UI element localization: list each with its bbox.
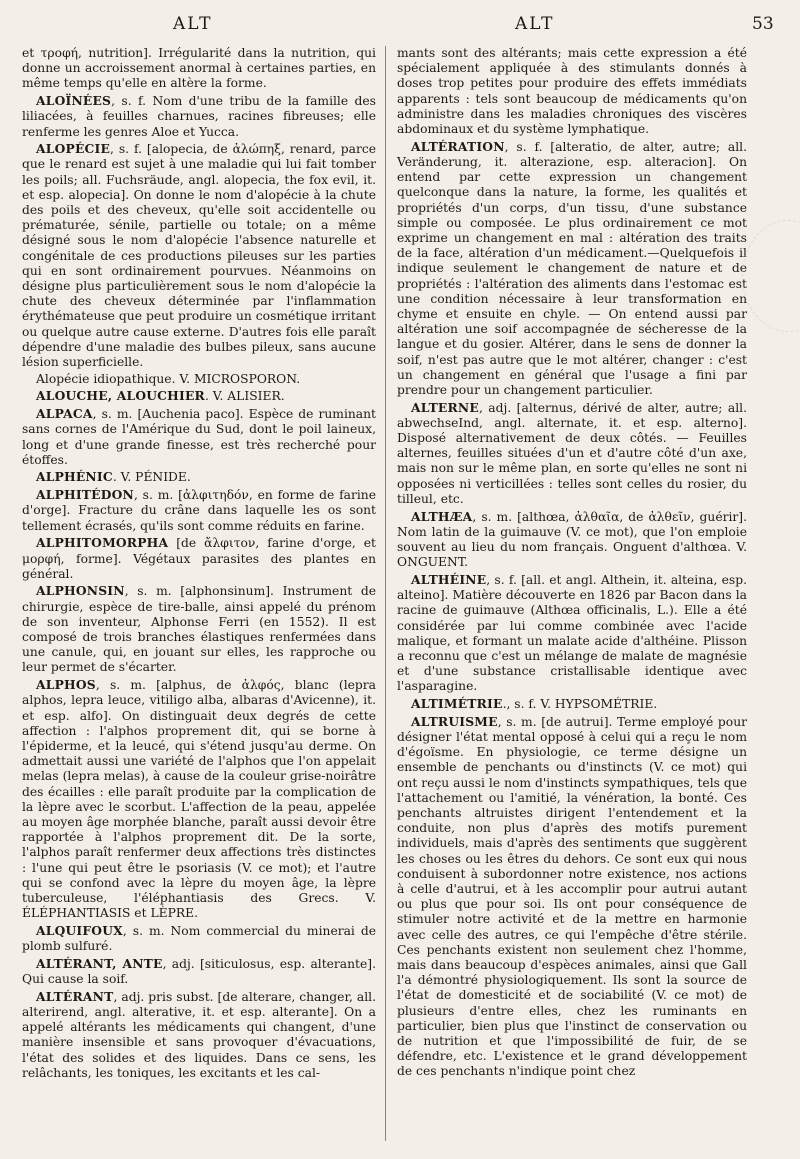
entry-headword: ALPHITOMORPHA bbox=[36, 535, 169, 551]
dictionary-entry bbox=[22, 141, 376, 370]
entry-headword: ALPHÉNIC bbox=[36, 469, 113, 485]
entry-headword: ALOPÉCIE bbox=[36, 141, 111, 157]
entry-headword: ALTHÉINE bbox=[411, 571, 487, 587]
entry-text: , s. m. [ἀλφιτηδόν, en forme de farine d'orge]. Fracture du crâne dans laquelle les os sont tellement écrasés, qu'ils sont comme réduits en farine. bbox=[22, 488, 376, 533]
entry-text: , adj. [siticulosus, esp. alterante]. Qui cause la soif. bbox=[22, 956, 376, 986]
dictionary-entry bbox=[22, 93, 376, 140]
running-head-left: ALT bbox=[173, 14, 213, 34]
entry-text: mants sont des altérants; mais cette expression a été spécialement appliquée à des stimulants donnés à doses trop petites pour produire des effets immédiats apparents : tels sont beaucoup de médicaments qu'on administre dans les maladies chroniques des viscères abdominaux et du système lymphatique. bbox=[397, 46, 747, 137]
entry-text: et τροφή, nutrition]. Irrégularité dans la nutrition, qui donne un accroissement anormal à certaines parties, en même temps qu'elle en altère la forme. bbox=[22, 46, 376, 91]
entry-text: , s. m. [alphonsinum]. Instrument de chirurgie, espèce de tire-balle, ainsi appelé du prénom de son inventeur, Alphonse Ferri (en 1552). Il est composé de trois branches élastiques renfermées dans une canule, qui, en jouant sur elles, les rapproche ou leur permet de s'écarter. bbox=[22, 584, 376, 675]
entry-headword: ALTHÆA bbox=[411, 508, 473, 524]
dictionary-entry bbox=[22, 956, 376, 987]
entry-text: , s. m. [althœa, ἀλθαῖα, de ἀλθεῖν, guérir]. Nom latin de la guimauve (V. ce mot), que l'on emploie souvent au lieu du nom français. Onguent d'althœa. V. ONGUENT. bbox=[397, 509, 747, 570]
entry-text: , s. f. [alteratio, de alter, autre; all. Veränderung, it. alterazione, esp. alteracion]. On entend par cette expression un changement quelconque dans la nature, la forme, les qualités et propriétés d'un corps, d'un tissu, d'une substance simple ou composée. Le plus ordinairement ce mot exprime un changement en mal : altération des traits de la face, altération d'un médicament.—Quelquefois il indique seulement le changement de nature et de propriétés : l'altération des aliments dans l'estomac est une condition nécessaire à leur transformation en chyme et ensuite en chyle. — On entend aussi par altération une soif accompagnée de sécheresse de la langue et du gosier. Altérer, dans le sens de donner la soif, n'est pas autre que le mot altérer, changer : c'est un changement en général que l'usage a fini par prendre pour un changement particulier. bbox=[397, 139, 747, 397]
left-column bbox=[22, 46, 376, 1082]
dictionary-entry bbox=[397, 46, 747, 137]
dictionary-entry bbox=[22, 535, 376, 582]
entry-headword: ALQUIFOUX bbox=[36, 922, 123, 938]
entry-headword: ALPHOS bbox=[36, 677, 96, 693]
dictionary-entry bbox=[397, 696, 747, 712]
dictionary-entry bbox=[397, 572, 747, 695]
entry-headword: ALTÉRATION bbox=[411, 138, 505, 154]
entry-text: Alopécie idiopathique. V. MICROSPORON. bbox=[36, 371, 301, 386]
entry-headword: ALTRUISME bbox=[411, 713, 498, 729]
entry-headword: ALOUCHE, ALOUCHIER bbox=[36, 388, 205, 404]
dictionary-entry bbox=[22, 406, 376, 468]
dictionary-entry bbox=[22, 388, 376, 404]
entry-text: , adj. pris subst. [de alterare, changer, all. alterirend, angl. alterative, it. et esp. alterante]. On a appelé altérants les médicaments qui changent, d'une manière insensible et sans provoquer d'évacuations, l'état des solides et des liquides. Dans ce sens, les relâchants, les toniques, les excitants et les cal- bbox=[22, 989, 376, 1080]
dictionary-entry bbox=[397, 714, 747, 1080]
dictionary-entry bbox=[22, 989, 376, 1081]
entry-headword: ALOÏNÉES bbox=[36, 93, 112, 109]
entry-headword: ALTIMÉTRIE bbox=[411, 696, 503, 712]
entry-text: , adj. [alternus, dérivé de alter, autre; all. abwechseInd, angl. alternate, it. et esp. alterno]. Disposé alternativement de deux côtés. — Feuilles alternes, feuilles situées d'un et d'autre côté d'un axe, mais non sur le même plan, en sorte qu'elles ne sont ni opposées ni verticillées : telles sont celles du rosier, du tilleul, etc. bbox=[397, 400, 747, 506]
entry-text: ., s. f. V. HYPSOMÉTRIE. bbox=[502, 697, 658, 712]
entry-text: , s. m. [Auchenia paco]. Espèce de ruminant sans cornes de l'Amérique du Sud, dont le poil laineux, long et d'une grande finesse, est très recherché pour étoffes. bbox=[22, 407, 376, 467]
dictionary-entry bbox=[22, 677, 376, 921]
dictionary-entry bbox=[22, 487, 376, 534]
entry-text: , s. f. [alopecia, de ἀλώπηξ, renard, parce que le renard est sujet à une maladie qui lui fait tomber les poils; all. Fuchsräude, angl. alopecia, the fox evil, it. et esp. alopecia]. On donne le nom d'alopécie à la chute des poils et des cheveux, qu'elle soit accidentelle ou prématurée, sénile, partielle ou totale; on a même désigné sous le nom d'alopécie l'absence naturelle et congénitale de ces productions pileuses sur les parties qui en sont ordinairement pourvues. Néanmoins on désigne plus particulièrement sous le nom d'alopécie la chute des cheveux déterminée par l'inflammation érythémateuse que peut produire un cosmétique irritant ou quelque autre cause externe. D'autres fois elle paraît dépendre d'une maladie des bulbes pileux, sans aucune lésion superficielle. bbox=[22, 142, 376, 370]
column-divider bbox=[385, 46, 386, 1141]
dictionary-entry bbox=[22, 372, 376, 387]
entry-headword: ALPACA bbox=[36, 406, 93, 422]
entry-headword: ALTERNE bbox=[411, 399, 479, 415]
entry-text: . V. PÉNIDE. bbox=[112, 470, 191, 485]
entry-text: . V. ALISIER. bbox=[204, 389, 285, 404]
entry-text: , s. m. [de autrui]. Terme employé pour désigner l'état mental opposé à celui qui a reçu le nom d'égoïsme. En physiologie, ce terme désigne un ensemble de penchants ou d'instincts (V. ce mot) qui ont reçu aussi le nom d'instincts sympathiques, tels que l'attachement ou l'amitié, la vénération, la bonté. Ces penchants altruistes dirigent l'entendement et la conduite, non plus d'après des motifs purement individuels, mais d'après des sentiments que suggèrent les choses ou les êtres du dehors. Ce sont eux qui nous conduisent à subordonner notre existence, nos actions à celle d'autrui, et à les accomplir pour autrui autant ou plus que pour soi. Ils ont pour conséquence de stimuler notre activité et de la mettre en harmonie avec celle des autres, ce qui l'empêche d'être stérile. Ces penchants existent non seulement chez l'homme, mais dans beaucoup d'espèces animales, ainsi que Gall l'a démontré physiologiquement. Ils sont la source de l'état de domesticité et de sociabilité (V. ce mot) de plusieurs d'entre elles, chez les ruminants en particulier, bien plus que l'instinct de conservation ou de nutrition et que l'impossibilité de fuir, de se défendre, etc. L'existence et le grand développement de ces penchants n'indique point chez bbox=[397, 714, 747, 1079]
right-column bbox=[397, 46, 747, 1081]
entry-text: , s. f. Nom d'une tribu de la famille des liliacées, à feuilles charnues, racines fibreuses; elle renferme les genres Aloe et Yucca. bbox=[22, 94, 376, 139]
dictionary-entry bbox=[22, 469, 376, 485]
entry-headword: ALPHONSIN bbox=[36, 583, 125, 599]
running-head-right: ALT bbox=[515, 14, 555, 34]
dictionary-entry bbox=[22, 46, 376, 92]
dictionary-entry bbox=[397, 139, 747, 398]
entry-text: , s. f. [all. et angl. Althein, it. alteina, esp. alteino]. Matière découverte en 1826 par Bacon dans la racine de guimauve (Althœa officinalis, L.). Elle a été considérée par lui comme combinée avec l'acide malique, et formant un malate acide d'althéine. Plisson a reconnu que c'est un mélange de malate de magnésie et d'une substance cristallisable identique avec l'asparagine. bbox=[397, 572, 747, 694]
entry-headword: ALTÉRANT, ANTE bbox=[36, 955, 163, 971]
page-number: 53 bbox=[752, 14, 774, 34]
dictionary-entry bbox=[397, 509, 747, 571]
entry-text: [de ἄλφιτον, farine d'orge, et μορφή, forme]. Végétaux parasites des plantes en général. bbox=[22, 536, 376, 581]
entry-text: , s. m. Nom commercial du minerai de plomb sulfuré. bbox=[22, 923, 376, 954]
dictionary-entry bbox=[22, 583, 376, 675]
entry-headword: ALPHITÉDON bbox=[36, 487, 134, 503]
library-stamp bbox=[742, 220, 800, 332]
dictionary-entry bbox=[22, 923, 376, 954]
dictionary-entry bbox=[397, 400, 747, 507]
entry-text: , s. m. [alphus, de ἀλφός, blanc (lepra alphos, lepra leuce, vitiligo alba, albaras d'Avicenne), it. et esp. alfo]. On distinguait deux degrés de cette affection : l'alphos proprement dit, qui se borne à l'épiderme, et la leucé, qui s'étend jusqu'au derme. On admettait aussi une variété de l'alphos que l'on appelait melas (lepra melas), à cause de la couleur grise-noirâtre des écailles : elle paraît produite par la complication de la lèpre avec le scorbut. L'affection de la peau, appelée au moyen âge morphée blanche, paraît aussi devoir être rapportée à l'alphos proprement dit. De la sorte, l'alphos paraît renfermer deux affections très distinctes : l'une qui peut être le psoriasis (V. ce mot); et l'autre qui se confond avec la lèpre du moyen âge, la lèpre tuberculeuse, l'éléphantiasis des Grecs. V. ÉLÉPHANTIASIS et LÈPRE. bbox=[22, 678, 376, 921]
entry-headword: ALTÉRANT bbox=[36, 988, 114, 1004]
